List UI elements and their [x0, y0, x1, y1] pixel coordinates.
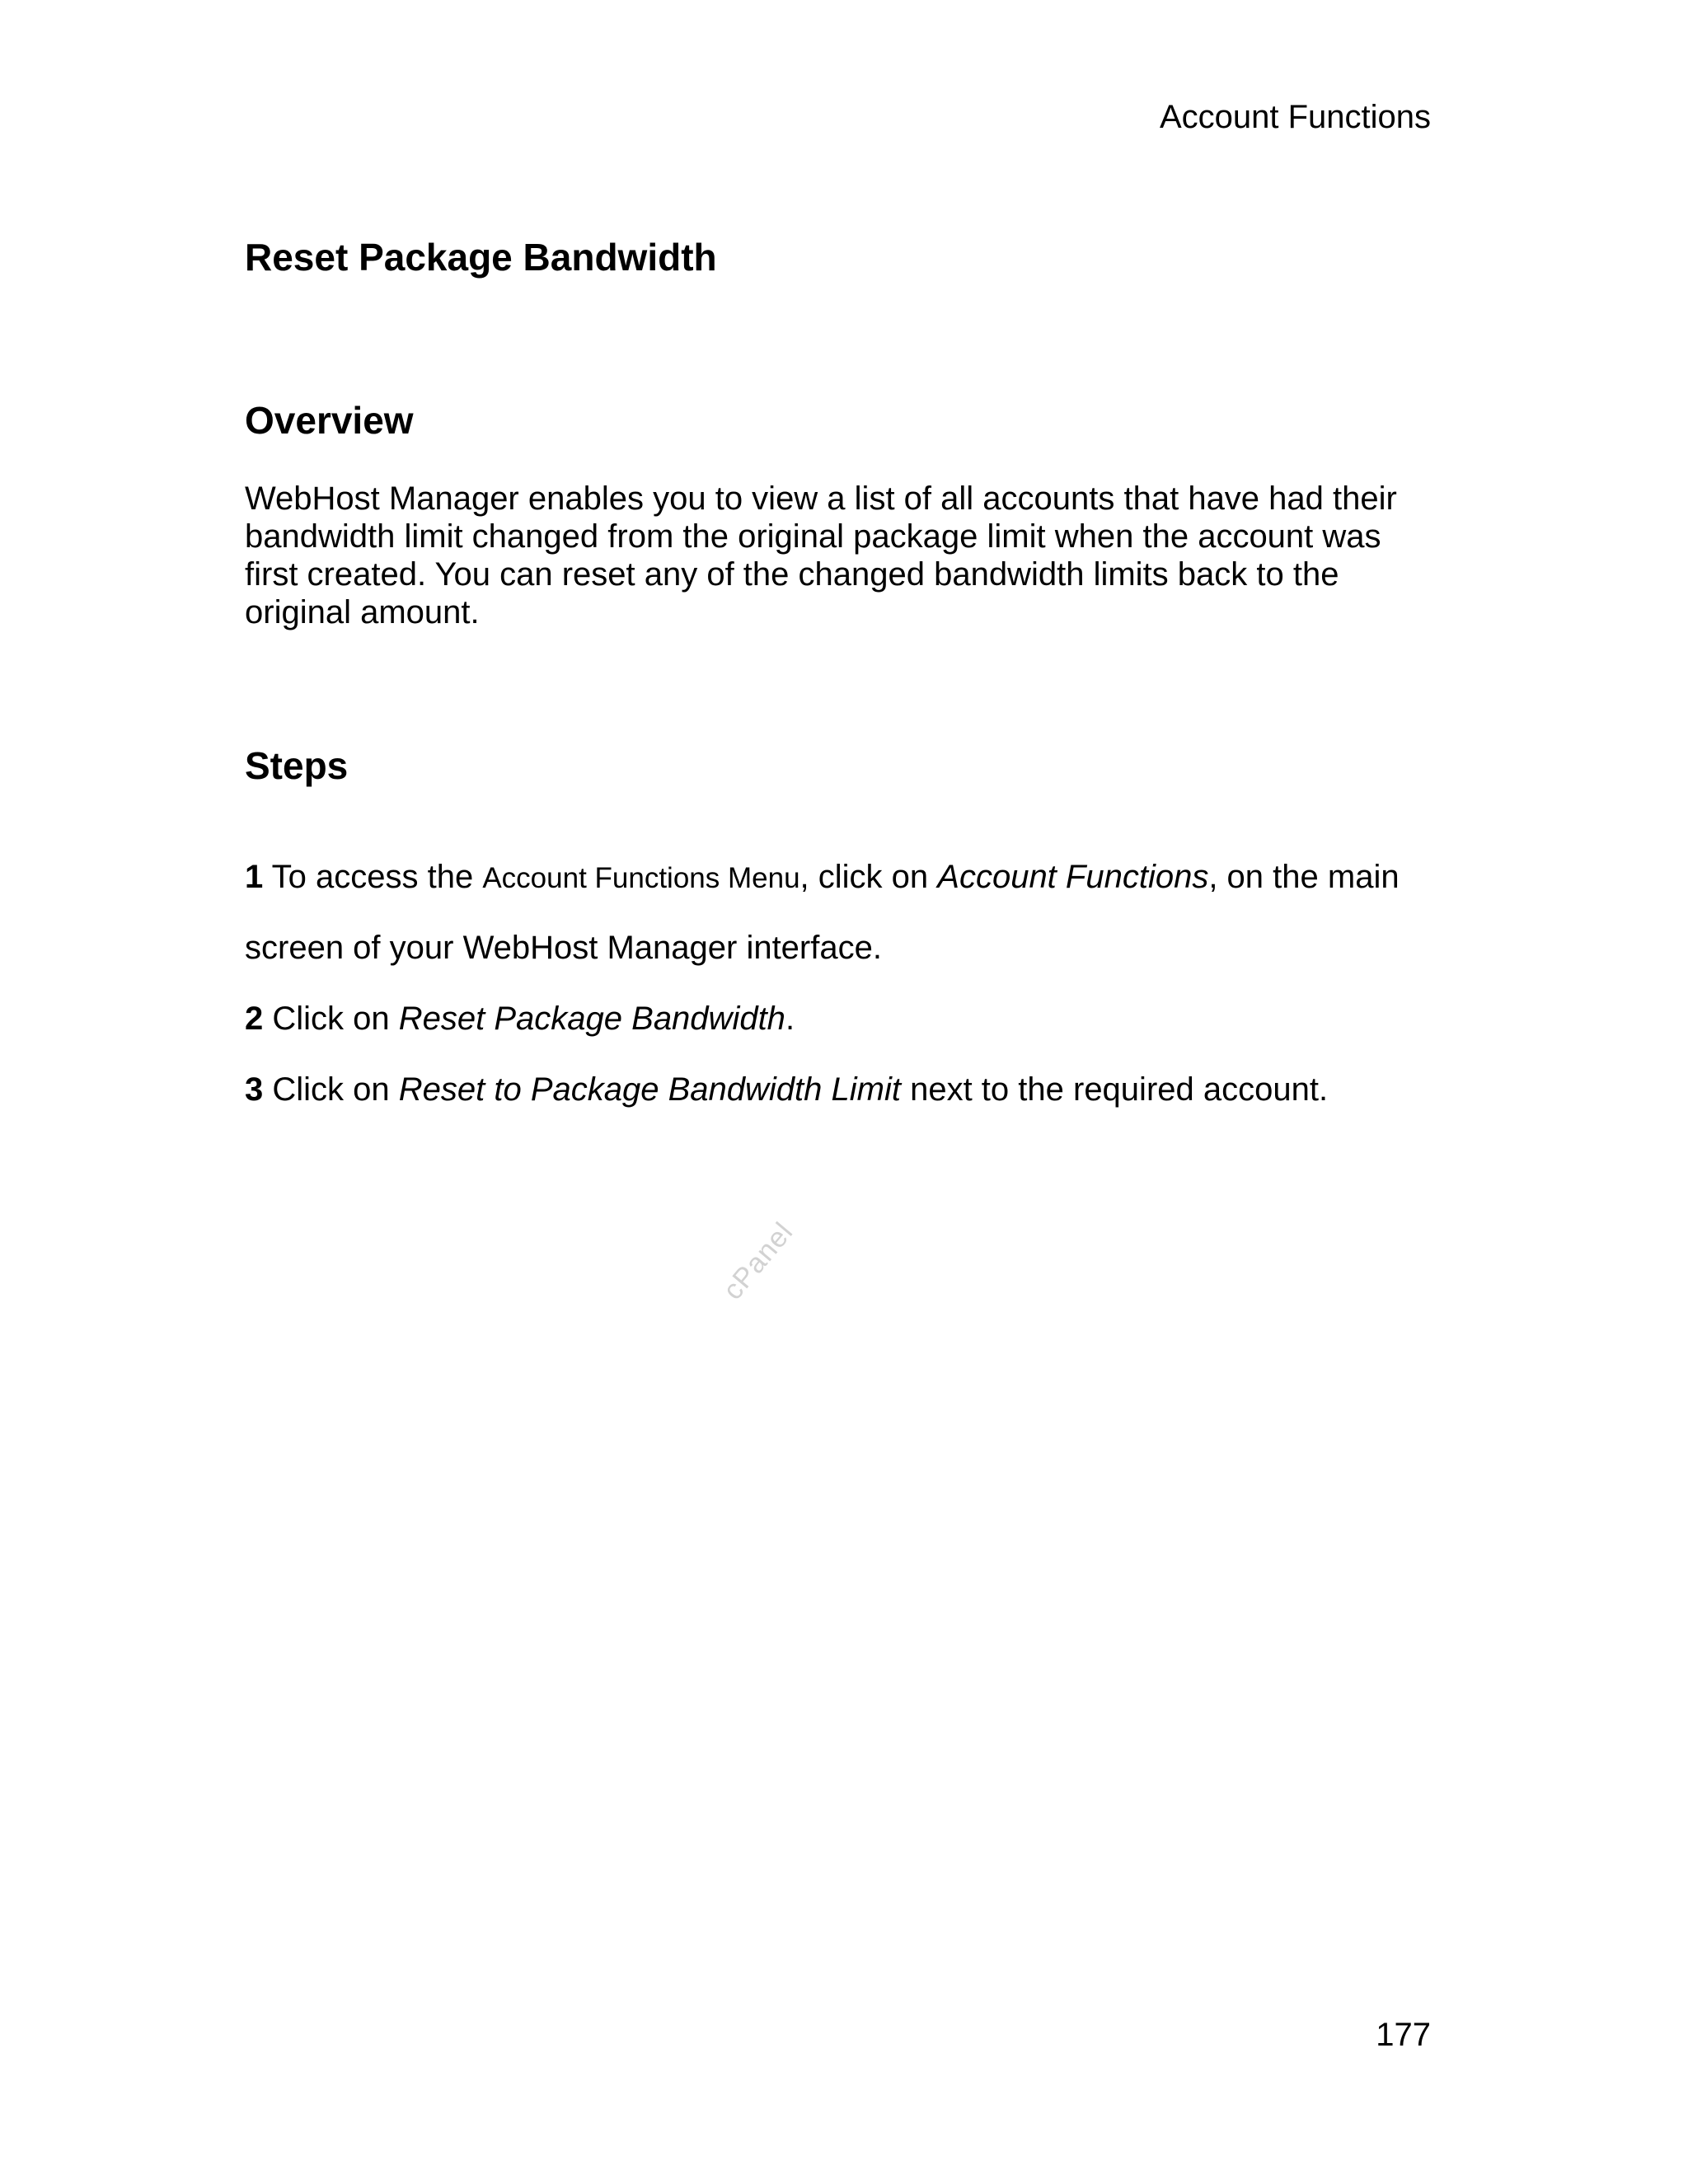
step-emphasis: Account Functions: [937, 859, 1209, 895]
step-1: [245, 857, 1400, 898]
steps-heading: Steps: [245, 744, 349, 787]
watermark: cPanel: [717, 1216, 799, 1306]
step-number: 2: [245, 1001, 264, 1037]
step-text: Click on: [263, 1071, 399, 1108]
step-2: [245, 999, 795, 1038]
overview-heading: Overview: [245, 399, 414, 442]
overview-paragraph: WebHost Manager enables you to view a list of all accounts that have had their bandwidth limit changed from the original package limit when the account was first created. You can reset any of the changed bandwidth limits back to the original amount.: [245, 480, 1397, 630]
step-text: next to the required account.: [900, 1071, 1329, 1108]
step-text: Click on: [263, 1001, 399, 1037]
step-1-continuation: screen of your WebHost Manager interface.: [245, 930, 882, 966]
step-number: 1: [245, 859, 264, 895]
running-header: Account Functions: [1159, 99, 1431, 135]
step-emphasis: Reset Package Bandwidth: [398, 1001, 785, 1037]
step-text: .: [785, 1001, 795, 1037]
page-number: 177: [1376, 2017, 1431, 2053]
step-3: [245, 1070, 1328, 1109]
step-text: , on the main: [1208, 859, 1400, 895]
menu-reference: Account Functions Menu: [482, 862, 800, 894]
step-text: To access the: [263, 859, 483, 895]
step-text: , click on: [799, 859, 938, 895]
step-emphasis: Reset to Package Bandwidth Limit: [398, 1071, 901, 1108]
page-title: Reset Package Bandwidth: [245, 236, 717, 279]
step-number: 3: [245, 1071, 264, 1108]
